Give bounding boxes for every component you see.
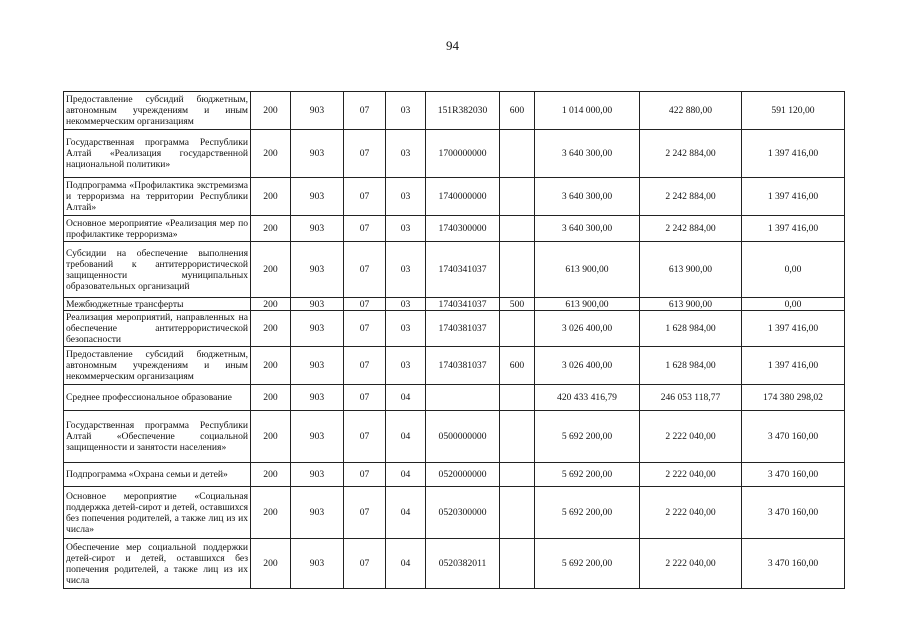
code-admin: 200 [251, 178, 291, 216]
table-row [64, 130, 845, 178]
table-row [64, 347, 845, 385]
code-target-article: 1740341037 [426, 298, 500, 311]
code-target-article [426, 385, 500, 411]
amount-total: 420 433 416,79 [535, 385, 640, 411]
code-ministry: 903 [291, 487, 344, 539]
amount-federal: 2 242 884,00 [640, 216, 742, 242]
amount-federal: 2 222 040,00 [640, 411, 742, 463]
code-admin: 200 [251, 487, 291, 539]
amount-total: 5 692 200,00 [535, 411, 640, 463]
row-description: Реализация мероприятий, направленных на обеспечение антитеррористической безопасности [64, 311, 251, 347]
row-description: Обеспечение мер социальной поддержки детей-сирот и детей, оставшихся без попечения родителей, а также лиц из их числа [64, 539, 251, 589]
table-row [64, 216, 845, 242]
amount-regional: 1 397 416,00 [742, 216, 845, 242]
code-admin: 200 [251, 539, 291, 589]
code-admin: 200 [251, 463, 291, 487]
code-subsection: 04 [386, 463, 426, 487]
amount-federal: 2 242 884,00 [640, 130, 742, 178]
table-row [64, 539, 845, 589]
row-description: Предоставление субсидий бюджетным, автономным учреждениям и иным некоммерческим организациям [64, 347, 251, 385]
code-subsection: 03 [386, 216, 426, 242]
code-expense-type: 600 [500, 92, 535, 130]
amount-regional: 0,00 [742, 298, 845, 311]
table-row [64, 242, 845, 298]
code-expense-type [500, 539, 535, 589]
code-section: 07 [344, 487, 386, 539]
row-description: Субсидии на обеспечение выполнения требований к антитеррористической защищенности муниципальных образовательных организаций [64, 242, 251, 298]
amount-regional: 3 470 160,00 [742, 539, 845, 589]
amount-regional: 0,00 [742, 242, 845, 298]
code-expense-type [500, 311, 535, 347]
code-section: 07 [344, 385, 386, 411]
row-description: Государственная программа Республики Алтай «Реализация государственной национальной политики» [64, 130, 251, 178]
amount-federal: 2 222 040,00 [640, 539, 742, 589]
amount-regional: 1 397 416,00 [742, 130, 845, 178]
code-subsection: 03 [386, 311, 426, 347]
amount-total: 3 640 300,00 [535, 216, 640, 242]
code-expense-type: 500 [500, 298, 535, 311]
code-target-article: 1700000000 [426, 130, 500, 178]
row-description: Основное мероприятие «Социальная поддержка детей-сирот и детей, оставшихся без попечения родителей, а также лиц из их числа» [64, 487, 251, 539]
code-target-article: 0520000000 [426, 463, 500, 487]
amount-total: 1 014 000,00 [535, 92, 640, 130]
table-row [64, 411, 845, 463]
code-admin: 200 [251, 347, 291, 385]
row-description: Межбюджетные трансферты [64, 298, 251, 311]
table-row [64, 298, 845, 311]
code-section: 07 [344, 411, 386, 463]
amount-regional: 1 397 416,00 [742, 311, 845, 347]
code-subsection: 03 [386, 298, 426, 311]
code-section: 07 [344, 298, 386, 311]
code-subsection: 04 [386, 385, 426, 411]
code-ministry: 903 [291, 539, 344, 589]
code-target-article: 0500000000 [426, 411, 500, 463]
code-section: 07 [344, 311, 386, 347]
code-target-article: 1740341037 [426, 242, 500, 298]
code-section: 07 [344, 216, 386, 242]
amount-federal: 613 900,00 [640, 298, 742, 311]
code-ministry: 903 [291, 130, 344, 178]
amount-federal: 1 628 984,00 [640, 347, 742, 385]
amount-federal: 2 222 040,00 [640, 487, 742, 539]
code-ministry: 903 [291, 311, 344, 347]
row-description: Предоставление субсидий бюджетным, автономным учреждениям и иным некоммерческим организациям [64, 92, 251, 130]
code-ministry: 903 [291, 216, 344, 242]
amount-total: 3 640 300,00 [535, 178, 640, 216]
code-section: 07 [344, 463, 386, 487]
amount-federal: 422 880,00 [640, 92, 742, 130]
row-description: Среднее профессиональное образование [64, 385, 251, 411]
amount-federal: 1 628 984,00 [640, 311, 742, 347]
amount-total: 5 692 200,00 [535, 463, 640, 487]
code-expense-type [500, 463, 535, 487]
code-ministry: 903 [291, 463, 344, 487]
code-target-article: 1740381037 [426, 347, 500, 385]
code-section: 07 [344, 347, 386, 385]
page-number: 94 [446, 38, 459, 53]
code-target-article: 1740300000 [426, 216, 500, 242]
amount-regional: 591 120,00 [742, 92, 845, 130]
code-ministry: 903 [291, 178, 344, 216]
amount-total: 3 026 400,00 [535, 311, 640, 347]
code-expense-type: 600 [500, 347, 535, 385]
budget-table [63, 91, 845, 589]
code-expense-type [500, 216, 535, 242]
code-admin: 200 [251, 130, 291, 178]
code-section: 07 [344, 539, 386, 589]
table-row [64, 385, 845, 411]
amount-total: 3 026 400,00 [535, 347, 640, 385]
code-subsection: 03 [386, 242, 426, 298]
code-admin: 200 [251, 242, 291, 298]
code-ministry: 903 [291, 298, 344, 311]
code-target-article: 1740381037 [426, 311, 500, 347]
table-body [64, 92, 845, 589]
code-section: 07 [344, 242, 386, 298]
table-row [64, 178, 845, 216]
code-ministry: 903 [291, 347, 344, 385]
code-target-article: 0520300000 [426, 487, 500, 539]
row-description: Подпрограмма «Охрана семьи и детей» [64, 463, 251, 487]
row-description: Государственная программа Республики Алтай «Обеспечение социальной защищенности и занятости населения» [64, 411, 251, 463]
code-subsection: 03 [386, 130, 426, 178]
amount-total: 5 692 200,00 [535, 539, 640, 589]
amount-total: 613 900,00 [535, 298, 640, 311]
amount-federal: 2 242 884,00 [640, 178, 742, 216]
code-section: 07 [344, 178, 386, 216]
amount-regional: 3 470 160,00 [742, 411, 845, 463]
amount-regional: 1 397 416,00 [742, 178, 845, 216]
code-target-article: 1740000000 [426, 178, 500, 216]
code-expense-type [500, 242, 535, 298]
amount-federal: 613 900,00 [640, 242, 742, 298]
code-admin: 200 [251, 311, 291, 347]
code-subsection: 03 [386, 178, 426, 216]
code-expense-type [500, 411, 535, 463]
amount-regional: 1 397 416,00 [742, 347, 845, 385]
table-row [64, 311, 845, 347]
code-target-article: 0520382011 [426, 539, 500, 589]
code-ministry: 903 [291, 411, 344, 463]
table-row [64, 463, 845, 487]
code-admin: 200 [251, 385, 291, 411]
row-description: Подпрограмма «Профилактика экстремизма и терроризма на территории Республики Алтай» [64, 178, 251, 216]
amount-regional: 174 380 298,02 [742, 385, 845, 411]
amount-regional: 3 470 160,00 [742, 487, 845, 539]
code-subsection: 03 [386, 92, 426, 130]
amount-federal: 2 222 040,00 [640, 463, 742, 487]
amount-total: 613 900,00 [535, 242, 640, 298]
amount-total: 3 640 300,00 [535, 130, 640, 178]
amount-federal: 246 053 118,77 [640, 385, 742, 411]
amount-regional: 3 470 160,00 [742, 463, 845, 487]
table-row [64, 92, 845, 130]
code-subsection: 04 [386, 411, 426, 463]
code-admin: 200 [251, 92, 291, 130]
table-row [64, 487, 845, 539]
code-section: 07 [344, 130, 386, 178]
code-admin: 200 [251, 216, 291, 242]
code-ministry: 903 [291, 242, 344, 298]
row-description: Основное мероприятие «Реализация мер по профилактике терроризма» [64, 216, 251, 242]
code-expense-type [500, 130, 535, 178]
code-section: 07 [344, 92, 386, 130]
code-subsection: 03 [386, 347, 426, 385]
code-ministry: 903 [291, 385, 344, 411]
code-admin: 200 [251, 411, 291, 463]
code-expense-type [500, 385, 535, 411]
amount-total: 5 692 200,00 [535, 487, 640, 539]
code-subsection: 04 [386, 539, 426, 589]
code-admin: 200 [251, 298, 291, 311]
code-expense-type [500, 487, 535, 539]
code-subsection: 04 [386, 487, 426, 539]
code-target-article: 151R382030 [426, 92, 500, 130]
code-expense-type [500, 178, 535, 216]
code-ministry: 903 [291, 92, 344, 130]
